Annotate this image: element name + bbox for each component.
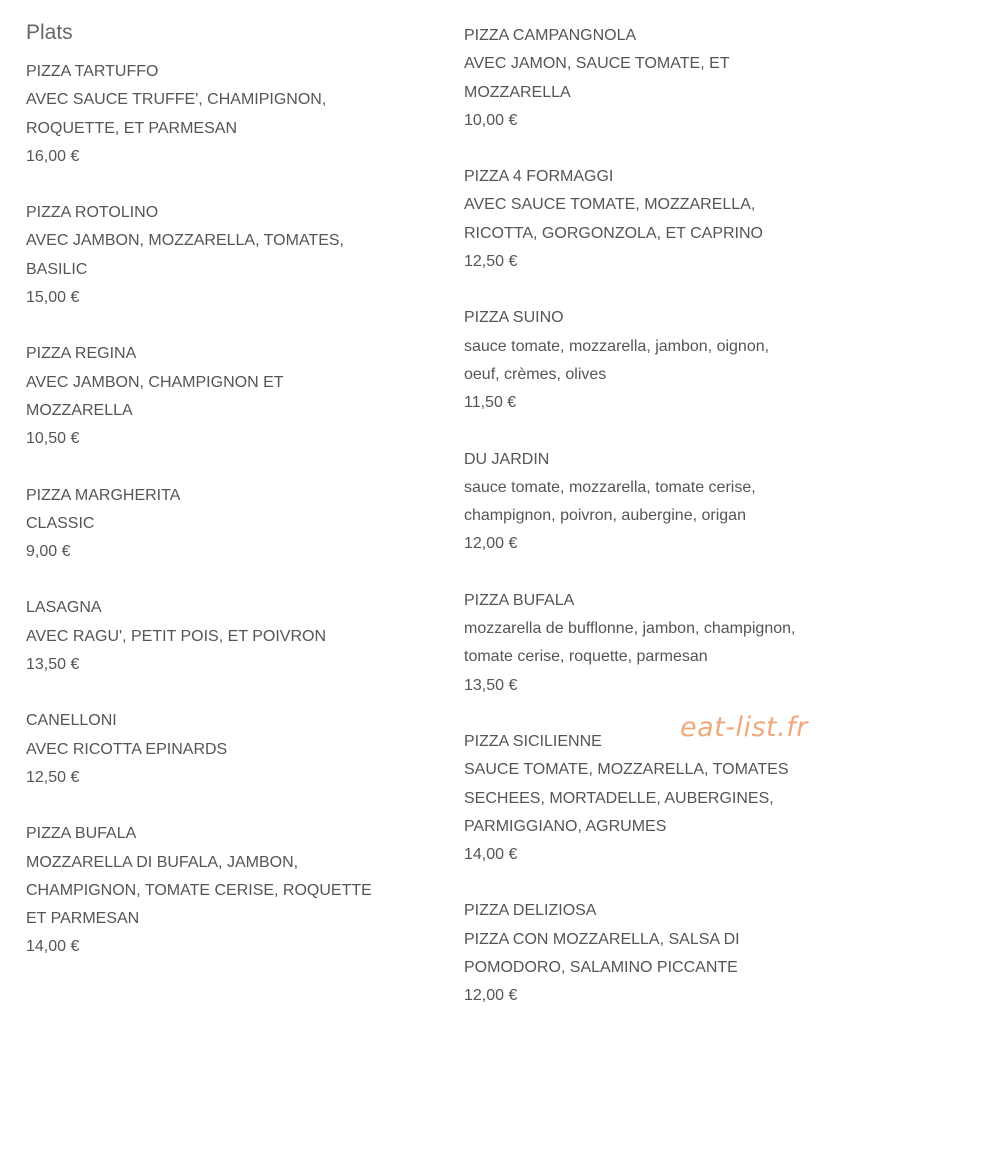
menu-column-left: [26, 0, 426, 990]
item-price: 13,50 €: [464, 676, 518, 694]
item-description: mozzarella de bufflonne, jambon, champignon, tomate cerise, roquette, parmesan: [464, 620, 796, 666]
menu-item: [464, 728, 864, 869]
section-title: Plats: [26, 21, 73, 44]
item-description: PIZZA CON MOZZARELLA, SALSA DI POMODORO, SALAMINO PICCANTE: [464, 930, 740, 977]
item-name: PIZZA BUFALA: [26, 825, 137, 843]
item-name: PIZZA CAMPANGNOLA: [464, 27, 637, 44]
item-description: AVEC RAGU', PETIT POIS, ET POIVRON: [26, 627, 327, 645]
menu-item: [464, 163, 864, 276]
item-price: 12,50 €: [464, 253, 518, 271]
item-price: 12,00 €: [464, 987, 518, 1005]
item-name: PIZZA DELIZIOSA: [464, 902, 597, 920]
item-description: AVEC JAMBON, MOZZARELLA, TOMATES, BASILIC: [26, 232, 344, 278]
item-name: PIZZA REGINA: [26, 345, 137, 363]
menu-item: [464, 304, 864, 417]
item-name: PIZZA BUFALA: [464, 591, 575, 609]
watermark: eat-list.fr: [680, 712, 808, 743]
item-price: 12,50 €: [26, 768, 80, 786]
item-price: 15,00 €: [26, 289, 80, 307]
item-description: AVEC JAMON, SAUCE TOMATE, ET MOZZARELLA: [464, 55, 730, 101]
item-name: PIZZA TARTUFFO: [26, 63, 159, 80]
item-name: PIZZA SUINO: [464, 309, 564, 327]
item-name: PIZZA MARGHERITA: [26, 486, 181, 504]
item-price: 14,00 €: [464, 846, 518, 864]
item-description: SAUCE TOMATE, MOZZARELLA, TOMATES SECHEES, MORTADELLE, AUBERGINES, PARMIGGIANO, AGRUMES: [464, 761, 789, 835]
item-name: PIZZA 4 FORMAGGI: [464, 168, 614, 186]
menu-item: [464, 897, 864, 1010]
item-description: AVEC JAMBON, CHAMPIGNON ET MOZZARELLA: [26, 373, 284, 419]
item-price: 12,00 €: [464, 535, 518, 553]
item-price: 16,00 €: [26, 147, 80, 165]
menu-item: [464, 446, 864, 559]
menu-item: [26, 482, 426, 567]
item-description: CLASSIC: [26, 514, 95, 532]
item-description: MOZZARELLA DI BUFALA, JAMBON, CHAMPIGNON, TOMATE CERISE, ROQUETTE ET PARMESAN: [26, 853, 372, 928]
item-name: CANELLONI: [26, 712, 117, 730]
menu-item: [464, 587, 864, 700]
menu-column-right: [464, 22, 864, 1039]
item-name: PIZZA SICILIENNE: [464, 732, 602, 750]
item-price: 9,00 €: [26, 543, 71, 561]
menu-item: [26, 707, 426, 792]
item-price: 10,00 €: [464, 111, 518, 129]
item-description: AVEC SAUCE TOMATE, MOZZARELLA, RICOTTA, GORGONZOLA, ET CAPRINO: [464, 196, 763, 242]
item-price: 14,00 €: [26, 938, 80, 956]
item-name: PIZZA ROTOLINO: [26, 204, 159, 222]
menu-item: [26, 820, 426, 961]
item-description: sauce tomate, mozzarella, tomate cerise, champignon, poivron, aubergine, origan: [464, 478, 756, 525]
item-price: 10,50 €: [26, 430, 80, 448]
menu-item: [26, 594, 426, 679]
item-price: 13,50 €: [26, 656, 80, 674]
menu-item: [26, 340, 426, 453]
item-name: DU JARDIN: [464, 450, 550, 468]
item-description: sauce tomate, mozzarella, jambon, oignon, oeuf, crèmes, olives: [464, 337, 770, 383]
menu-item: [26, 199, 426, 312]
menu-item: [26, 58, 426, 171]
item-name: LASAGNA: [26, 599, 102, 617]
menu-item: [464, 22, 864, 135]
item-description: AVEC RICOTTA EPINARDS: [26, 740, 228, 758]
item-price: 11,50 €: [464, 394, 517, 412]
item-description: AVEC SAUCE TRUFFE', CHAMIPIGNON, ROQUETTE, ET PARMESAN: [26, 91, 327, 137]
